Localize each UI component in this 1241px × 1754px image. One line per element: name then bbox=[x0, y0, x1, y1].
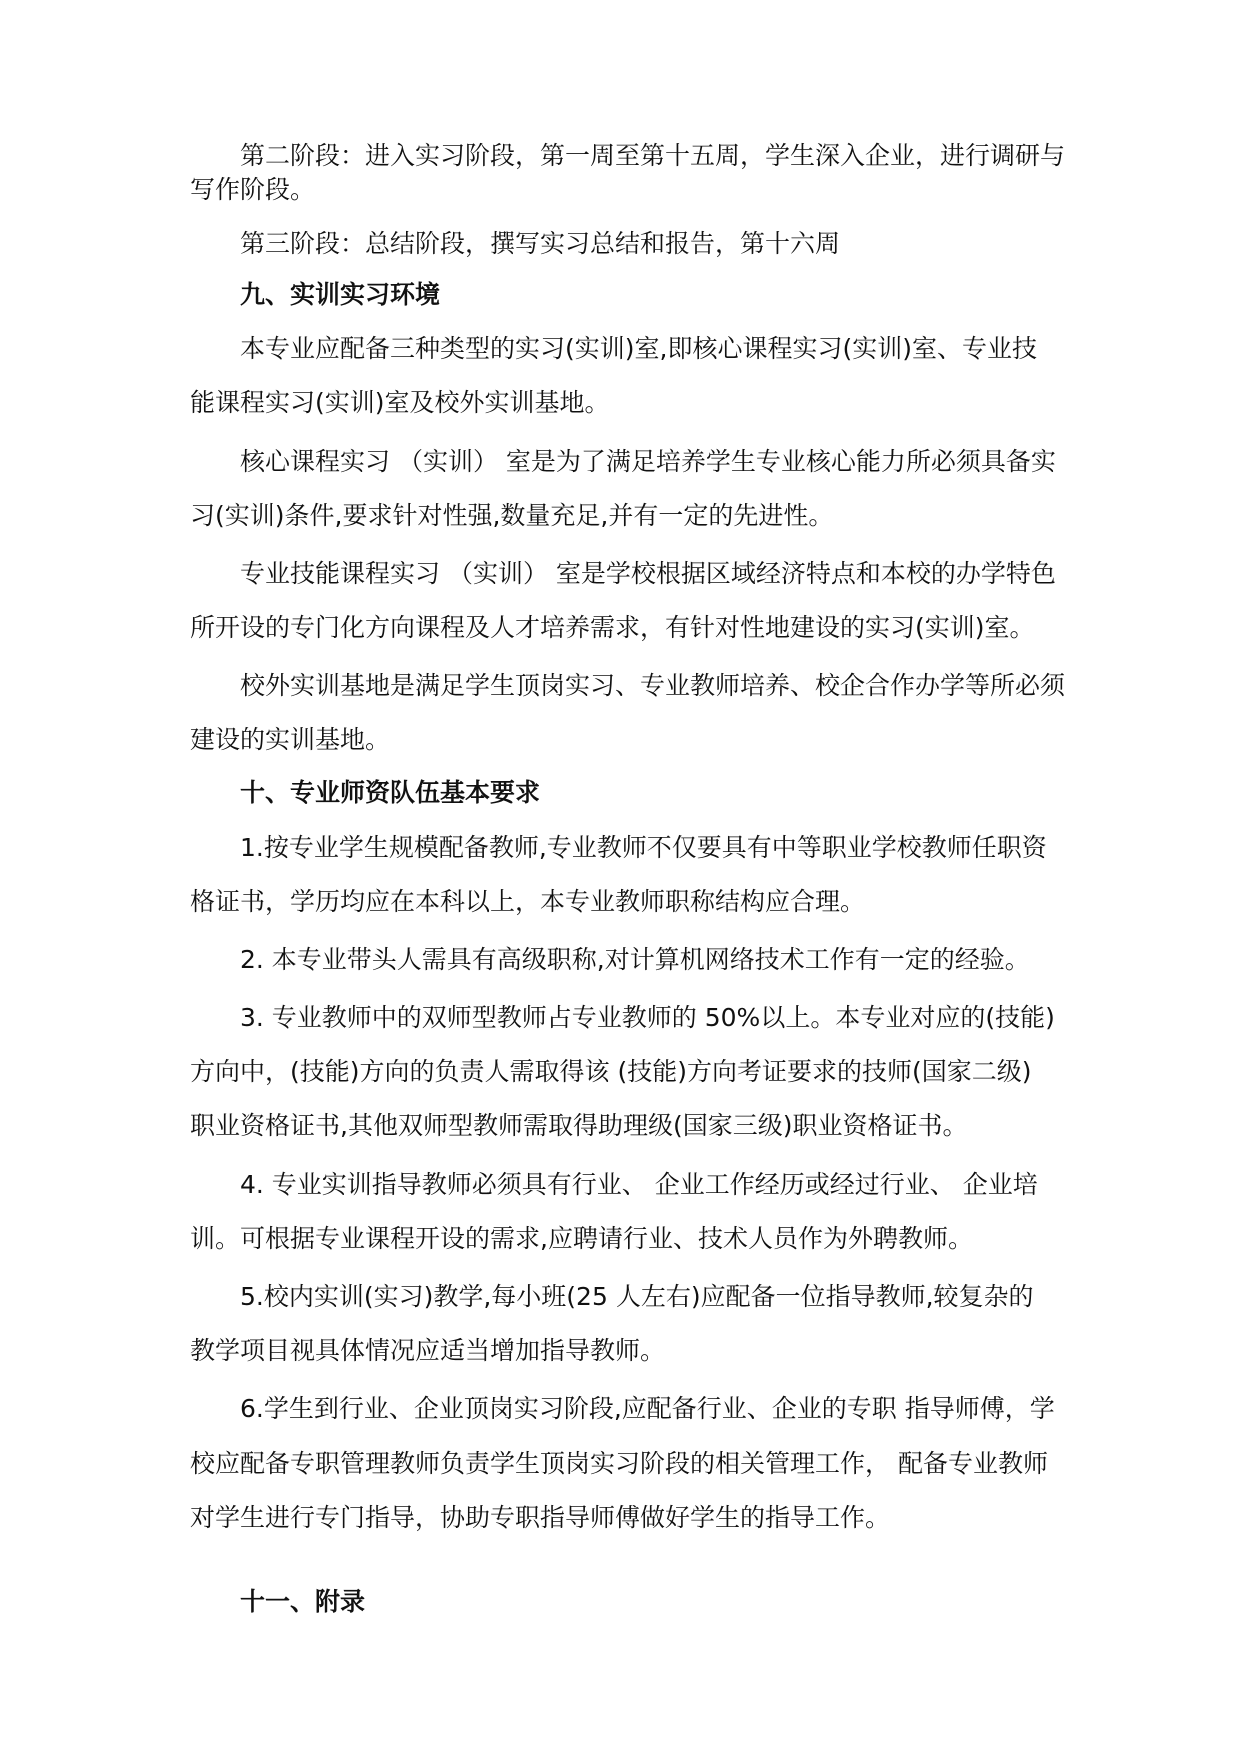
section10-item1-line2: 格证书，学历均应在本科以上，本专业教师职称结构应合理。 bbox=[190, 887, 866, 916]
section9-p2-line2: 习(实训)条件,要求针对性强,数量充足,并有一定的先进性。 bbox=[190, 501, 834, 530]
section9-p4-line1: 校外实训基地是满足学生顶岗实习、专业教师培养、校企合作办学等所必须 bbox=[240, 671, 1066, 700]
section9-p3-line1: 专业技能课程实习 （实训） 室是学校根据区域经济特点和本校的办学特色 bbox=[240, 559, 1056, 588]
section10-item3-line3: 职业资格证书,其他双师型教师需取得助理级(国家三级)职业资格证书。 bbox=[190, 1111, 968, 1140]
section10-item1-line1: 1.按专业学生规模配备教师,专业教师不仅要具有中等职业学校教师任职资 bbox=[240, 833, 1047, 862]
section10-item5-line2: 教学项目视具体情况应适当增加指导教师。 bbox=[190, 1336, 666, 1365]
section11-heading: 十一、附录 bbox=[240, 1587, 366, 1616]
section9-p3-line2: 所开设的专门化方向课程及人才培养需求，有针对性地建设的实习(实训)室。 bbox=[190, 613, 1035, 642]
section10-item6-line1: 6.学生到行业、企业顶岗实习阶段,应配备行业、企业的专职 指导师傅，学 bbox=[240, 1394, 1055, 1423]
section10-item3-line1: 3. 专业教师中的双师型教师占专业教师的 50%以上。本专业对应的(技能) bbox=[240, 1003, 1055, 1032]
section10-item2-line1: 2. 本专业带头人需具有高级职称,对计算机网络技术工作有一定的经验。 bbox=[240, 945, 1030, 974]
section10-item4-line1: 4. 专业实训指导教师必须具有行业、 企业工作经历或经过行业、 企业培 bbox=[240, 1170, 1038, 1199]
section10-item3-line2: 方向中，(技能)方向的负责人需取得该 (技能)方向考证要求的技师(国家二级) bbox=[190, 1057, 1032, 1086]
stage-two-line2: 写作阶段。 bbox=[190, 175, 316, 204]
section10-item4-line2: 训。可根据专业课程开设的需求,应聘请行业、技术人员作为外聘教师。 bbox=[190, 1224, 973, 1253]
section9-p2-line1: 核心课程实习 （实训） 室是为了满足培养学生专业核心能力所必须具备实 bbox=[240, 447, 1056, 476]
section10-heading: 十、专业师资队伍基本要求 bbox=[240, 778, 541, 807]
section10-item6-line2: 校应配备专职管理教师负责学生顶岗实习阶段的相关管理工作， 配备专业教师 bbox=[190, 1449, 1048, 1478]
stage-three-line: 第三阶段：总结阶段，撰写实习总结和报告，第十六周 bbox=[240, 229, 841, 258]
section10-item5-line1: 5.校内实训(实习)教学,每小班(25 人左右)应配备一位指导教师,较复杂的 bbox=[240, 1282, 1034, 1311]
section10-item6-line3: 对学生进行专门指导，协助专职指导师傅做好学生的指导工作。 bbox=[190, 1503, 891, 1532]
section9-p4-line2: 建设的实训基地。 bbox=[190, 725, 391, 754]
section9-p1-line2: 能课程实习(实训)室及校外实训基地。 bbox=[190, 388, 610, 417]
section9-heading: 九、实训实习环境 bbox=[240, 280, 441, 309]
section9-p1-line1: 本专业应配备三种类型的实习(实训)室,即核心课程实习(实训)室、专业技 bbox=[240, 334, 1037, 363]
stage-two-line1: 第二阶段：进入实习阶段，第一周至第十五周，学生深入企业，进行调研与 bbox=[240, 141, 1066, 170]
